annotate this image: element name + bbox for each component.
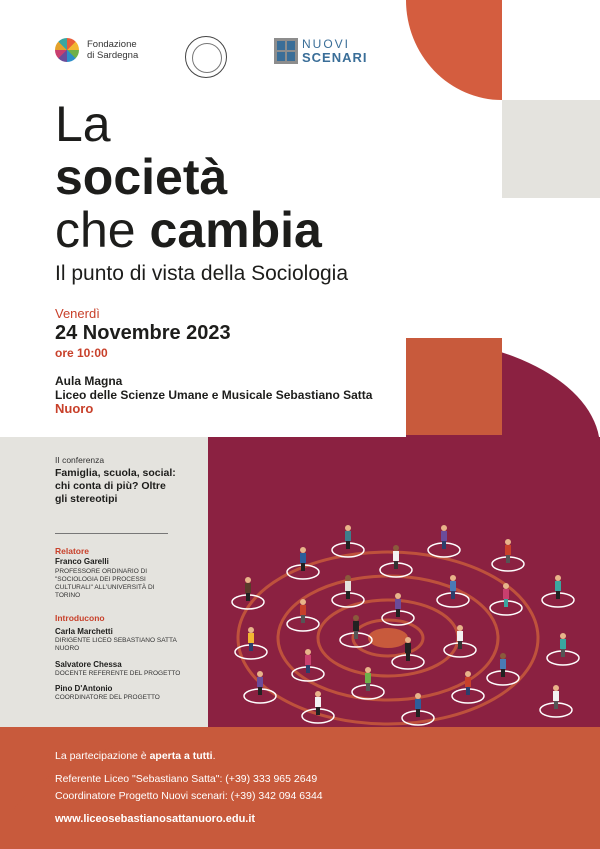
title-line3-light: che: [55, 202, 136, 258]
participation-note: [55, 750, 216, 762]
decor-gray-square-top: [502, 100, 600, 198]
conference-label: II conferenza: [55, 455, 105, 465]
relatore-name: Franco Garelli: [55, 557, 109, 566]
event-time: ore 10:00: [55, 346, 108, 360]
page-title: [55, 98, 322, 257]
relatore-label: Relatore: [55, 546, 90, 556]
intro-name: Carla Marchetti: [55, 627, 113, 636]
fondazione-wheel-icon: [55, 38, 79, 62]
people-network-illustration: [208, 520, 600, 740]
title-line3-bold: cambia: [149, 202, 322, 258]
intro-desc: DIRIGENTE LICEO SEBASTIANO SATTA NUORO: [55, 637, 177, 652]
fondazione-name-line1: Fondazione: [87, 39, 137, 50]
nuovi-scenari-word2: SCENARI: [302, 50, 368, 65]
venue-school: Liceo delle Scienze Umane e Musicale Sebastiano Satta: [55, 388, 373, 402]
nuovi-scenari-word1: NUOVI: [302, 37, 351, 51]
fondazione-logo: [55, 38, 138, 62]
intro-desc: DOCENTE REFERENTE DEL PROGETTO: [55, 670, 181, 677]
event-day: Venerdì: [55, 306, 100, 321]
venue-city: Nuoro: [55, 401, 94, 416]
participation-bold: aperta a tutti: [149, 750, 213, 762]
school-seal-icon: [185, 36, 227, 78]
participation-post: .: [212, 750, 216, 762]
contact-referente: Referente Liceo "Sebastiano Satta": (+39) 333 965 2649: [55, 773, 318, 785]
decor-orange-square-mid: [406, 338, 502, 435]
conference-title: Famiglia, scuola, social: chi conta di più? Oltre gli stereotipi: [55, 467, 176, 505]
title-line2: società: [55, 149, 228, 205]
intro-name: Pino D'Antonio: [55, 684, 113, 693]
website-link[interactable]: www.liceosebastianosattanuoro.edu.it: [55, 813, 256, 825]
fondazione-name-line2: di Sardegna: [87, 50, 139, 61]
contact-coordinatore: Coordinatore Progetto Nuovi scenari: (+39) 342 094 6344: [55, 790, 323, 802]
title-line1: La: [55, 96, 111, 152]
event-venue: [55, 374, 372, 416]
decor-orange-shape-top: [406, 0, 502, 100]
nuovi-scenari-mark-icon: [274, 38, 298, 64]
page-subtitle: Il punto di vista della Sociologia: [55, 262, 349, 285]
divider: [55, 533, 168, 534]
intro-name: Salvatore Chessa: [55, 660, 122, 669]
intro-desc: COORDINATORE DEL PROGETTO: [55, 694, 160, 701]
introducono-label: Introducono: [55, 613, 105, 623]
nuovi-scenari-logo: [274, 38, 368, 64]
event-date: 24 Novembre 2023: [55, 322, 231, 344]
venue-room: Aula Magna: [55, 374, 123, 388]
participation-pre: La partecipazione è: [55, 750, 150, 762]
relatore-desc: PROFESSORE ORDINARIO DI "SOCIOLOGIA DEI PROCESSI CULTURALI" ALL'UNIVERSITÀ DI TORINO: [55, 568, 155, 599]
